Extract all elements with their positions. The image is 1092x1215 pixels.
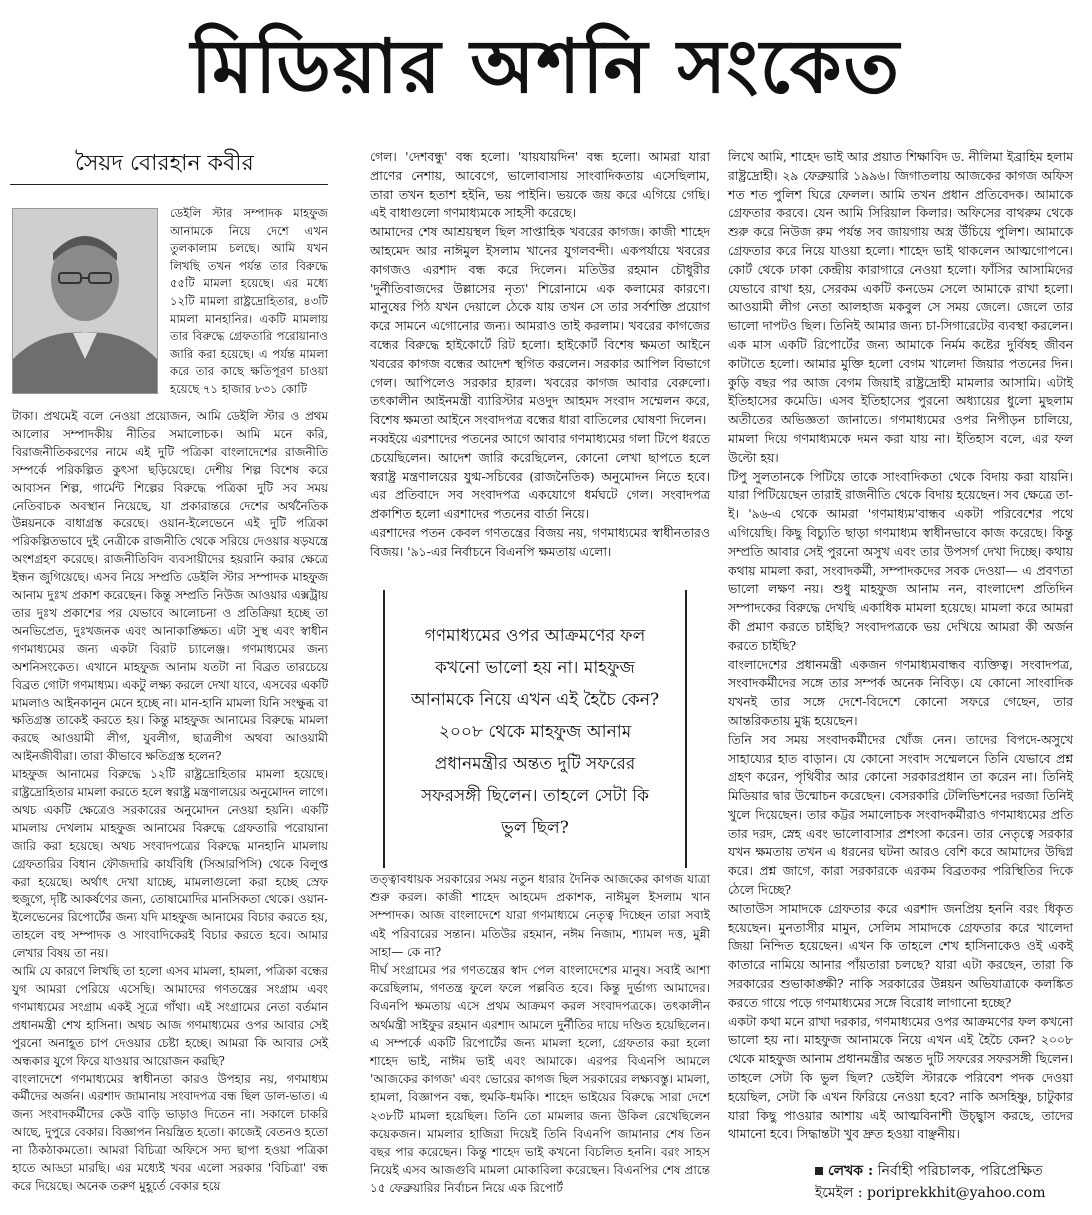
paragraph: একটা কথা মনে রাখা দরকার, গণমাধ্যমের ওপর আক্রমণের ফল কখনো ভালো হয় না। মাহফুজ আনামকে নিয়ে এখন এই হৈচৈ কেন? ২০০৮ থেকে মাহফুজ আনাম প্রধানমন্ত্রীর অন্তত দুটি সফরের সফরসঙ্গী ছিলেন। তাহলে সেটা কি ভুল ছিল? ডেইলি স্টারকে পরিবেশ পদক দেওয়া হয়েছিল, সেটা কি এখন ফিরিয়ে নেওয়া হবে? নাকি অসহিষ্ণু, চাটুকার যারা কিছু পাওয়ার আশায় এই আত্মবিনাশী উচ্ছ্বাস করছে, তাদের থামানো হবে। সিদ্ধান্তটা খুব দ্রুত হওয়া বাঞ্ছনীয়। (728, 1013, 1073, 1142)
email-line (815, 1182, 1075, 1204)
author-footer (815, 1160, 1075, 1204)
writer-line (815, 1160, 1075, 1182)
column-1 (12, 408, 328, 1196)
square-bullet-icon (815, 1167, 823, 1175)
paragraph: এরশাদের পতন কেবল গণতন্ত্রের বিজয় নয়, গণমাধ্যমের স্বাধীনতারও বিজয়। '৯১-এর নির্বাচনে বিএনপি ক্ষমতায় এলো। (370, 524, 710, 559)
pull-quote: গণমাধ্যমের ওপর আক্রমণের ফল কখনো ভালো হয় না। মাহফুজ আনামকে নিয়ে এখন এই হৈচৈ কেন? ২০০৮ থেকে মাহফুজ আনাম প্রধানমন্ত্রীর অন্তত দুটি সফরের সফরসঙ্গী ছিলেন। তাহলে সেটা কি ভুল ছিল? (410, 626, 660, 838)
paragraph: আতাউস সামাদকে গ্রেফতার করে এরশাদ জনপ্রিয় হননি বরং ধিকৃত হয়েছেন। মুনতাসীর মামুন, সেলিম সামাদকে গ্রেফতার করে খালেদা জিয়া নিন্দিত হয়েছেন। এখন কি তাহলে শেখ হাসিনাকেও ওই একই কাতারে নামিয়ে আনার পাঁয়তারা চলছে? যারা এটা করছেন, তারা কি সরকারের শুভাকাঙ্ক্ষী? নাকি সরকারের উন্নয়ন অভিযাত্রাকে কলঙ্কিত করতে গায়ে পড়ে গণমাধ্যমের সঙ্গে বিরোধ লাগানো হচ্ছে? (728, 900, 1073, 1010)
email-address: poriprekkhit@yahoo.com (867, 1185, 1046, 1201)
byline-divider (10, 184, 328, 185)
paragraph: টাকা। প্রথমেই বলে নেওয়া প্রয়োজন, আমি ডেইলি স্টার ও প্রথম আলোর সম্পাদকীয় নীতির সমালোচক। আমি মনে করি, বিরাজনীতিকরণের নামে এই দুটি পত্রিকা বাংলাদেশের রাজনীতি সম্পর্কে পরিকল্পিত কুৎসা ছড়িয়েছে। দেশীয় শিল্প বিশেষ করে আবাসন শিল্প, গার্মেন্ট শিল্পের বিরুদ্ধে পত্রিকা দুটি সব সময় নেতিবাচক অবস্থান নিয়েছে, যা প্রকারান্তরে দেশের অর্থনৈতিক উন্নয়নকে বাধাগ্রস্ত করেছে। ওয়ান-ইলেভেনে এই দুটি পত্রিকা পরিকল্পিতভাবে দুই নেত্রীকে রাজনীতি থেকে সরিয়ে দেওয়ার ষড়যন্ত্রে অংশগ্রহণ করেছে। রাজনীতিবিদ ব্যবসায়ীদের হয়রানি করার ক্ষেত্রে ইন্ধন জুগিয়েছে। এসব নিয়ে সম্প্রতি ডেইলি স্টার সম্পাদক মাহফুজ আনাম দুঃখ প্রকাশ করেছেন। কিন্তু সম্প্রতি নিউজ আওয়ার এক্সট্রায় তার দুঃখ প্রকাশের পর যেভাবে আলোচনা ও প্রতিক্রিয়া হচ্ছে তা অনভিপ্রেত, দুঃখজনক এবং আনাকাঙ্ক্ষিত। এটা সুস্থ এবং স্বাধীন গণমাধ্যমের জন্য একটা বিরাট চ্যালেঞ্জ। গণমাধ্যমের জন্য অশনিসংকেত। এখানে মাহফুজ আনাম যতটা না বিব্রত তারচেয়ে বিব্রত গোটা গণমাধ্যম। একটু লক্ষ্য করলে দেখা যাবে, এসবের একটি মামলাও আইনকানুন মেনে হচ্ছে না। মান-হানি মামলা যিনি সংক্ষুব্ধ বা ক্ষতিগ্রস্ত তাকেই করতে হয়। কিন্তু মাহফুজ আনামের বিরুদ্ধে মামলা করছে আওয়ামী লীগ, যুবলীগ, ছাত্রলীগ অথবা আওয়ামী আইনজীবীরা। তারা কীভাবে ক্ষতিগ্রস্ত হলেন? (12, 409, 328, 764)
column-3 (728, 148, 1073, 1144)
pull-quote-box (383, 590, 687, 868)
email-label: ইমেইল : (815, 1185, 863, 1201)
paragraph: দীর্ঘ সংগ্রামের পর গণতন্ত্রের স্বাদ পেল বাংলাদেশের মানুষ। সবাই আশা করেছিলাম, গণতন্ত্র ফুলে ফলে পল্লবিত হবে। কিন্তু দুর্ভাগ্য আমাদের। বিএনপি ক্ষমতায় এসে প্রথম আক্রমণ করল সংবাদপত্রকে। তৎকালীন অর্থমন্ত্রী সাইফুর রহমান এরশাদ আমলে দুর্নীতির দায়ে দণ্ডিত হয়েছিলেন। এ সম্পর্কে একটি রিপোর্টের জন্য মামলা হলো, গ্রেফতার করা হলো শাহেদ ভাই, নাঈম ভাই এবং আমাকে। এরপর বিএনপি আমলে 'আজকের কাগজ' এবং ভোরের কাগজ ছিল সরকারের লক্ষ্যবস্তু। মামলা, হামলা, বিজ্ঞাপন বন্ধ, হুমকি-ধমকি। শাহেদ ভাইয়ের বিরুদ্ধে সারা দেশে ২৩৮টি মামলা হয়েছিল। তিনি তো মামলার জন্য উকিল রেখেছিলেন কয়েকজন। মামলার হাজিরা দিয়েই তিনি বিএনপি জামানার শেষ তিন বছর পার করেছেন। কিন্তু শাহেদ ভাই কখনো বিচলিত হননি। বরং সাহস নিয়েই এসব আজগুবি মামলা মোকাবিলা করেছেন। বিএনপির শেষ প্রান্তে ১৫ ফেব্রুয়ারির নির্বাচন নিয়ে এক রিপোর্ট (370, 963, 710, 1196)
writer-role: নির্বাহী পরিচালক, পরিপ্রেক্ষিত (877, 1163, 1043, 1179)
writer-label: লেখক : (828, 1163, 874, 1179)
paragraph: ডেইলি স্টার সম্পাদক মাহফুজ আনামকে নিয়ে দেশে এখন তুলকালাম চলছে। আমি যখন লিখছি তখন পর্যন্ত তার বিরুদ্ধে ৫৫টি মামলা হয়েছে। এর মধ্যে ১২টি মামলা রাষ্ট্রদ্রোহিতার, ৪৩টি মামলা মানহানির। একটি মামলায় তার বিরুদ্ধে গ্রেফতারি পরোয়ানাও জারি করা হয়েছে। এ পর্যন্ত মামলা করে তার কাছে ক্ষতিপূরণ চাওয়া হয়েছে ৭১ হাজার ৮৩১ কোটি (170, 206, 328, 396)
paragraph: বাংলাদেশে গণমাধ্যমের স্বাধীনতা কারও উপহার নয়, গণমাধ্যম কর্মীদের অর্জন। এরশাদ জামানায় সংবাদপত্র বন্ধ ছিল ডাল-ভাত। এ জন্য সংবাদকর্মীদের কেউ বাড়ি ভাড়াও দিতেন না। সকালে চাকরি আছে, দুপুরে বেকার। বিজ্ঞাপন নিয়ন্ত্রিত হতো। কাজেই বেতনও হতো না ঠিকঠাকমতো। আমরা বিচিত্রা অফিসে সদ্য ছাপা হওয়া পত্রিকা হাতে আড্ডা মারছি। এর মধ্যেই খবর এলো সরকার 'বিচিত্রা' বন্ধ করে দিয়েছে। অনেক তরুণ মুহূর্তে বেকার হয়ে (12, 1071, 328, 1193)
paragraph: তিনি সব সময় সংবাদকর্মীদের খোঁজ নেন। তাদের বিপদে-অসুখে সাহায্যের হাত বাড়ান। যে কোনো সংবাদ সম্মেলনে তিনি যেভাবে প্রশ্ন গ্রহণ করেন, পৃথিবীর আর কোনো সরকারপ্রধান তা করেন না। তিনিই মিডিয়ার দ্বার উন্মোচন করেছেন। বেসরকারি টেলিভিশনের দরজা তিনিই খুলে দিয়েছেন। তার কট্টর সমালোচক সংবাদকর্মীরাও গণমাধ্যমের প্রতি তার দরদ, স্নেহ এবং ভালোবাসার প্রশংসা করেন। তার নেতৃত্বে সরকার যখন ক্ষমতায় তখন এ ধরনের ঘটনা আরও বেশি করে আমাদের উদ্বিগ্ন করে। প্রশ্ন জাগে, কারা সরকারকে এরকম বিব্রতকর পরিস্থিতির দিকে ঠেলে দিচ্ছে? (728, 731, 1073, 898)
article-headline: মিডিয়ার অশনি সংকেত (190, 24, 902, 110)
paragraph: আমি যে কারণে লিখছি তা হলো এসব মামলা, হামলা, পত্রিকা বন্ধের যুগ আমরা পেরিয়ে এসেছি। আমাদের গণতন্ত্রের সংগ্রাম এবং গণমাধ্যমের সংগ্রাম একই সূত্রে গাঁথা। এই সংগ্রামের নেতা বর্তমান প্রধানমন্ত্রী শেখ হাসিনা। অথচ আজ গণমাধ্যমের ওপর আবার সেই পুরনো অনাহূত চাপ দেওয়ার চেষ্টা হচ্ছে। আমরা কি আবার সেই অন্ধকার যুগে ফিরে যাওয়ার আয়োজন করছি? (12, 964, 328, 1068)
column-2-top (370, 148, 710, 562)
paragraph: লিখে আমি, শাহেদ ভাই আর প্রয়াত শিক্ষাবিদ ড. নীলিমা ইব্রাহিম হলাম রাষ্ট্রদ্রোহী। ২৯ ফেব্রুয়ারি ১৯৯৬। জিগাতলায় আজকের কাগজ অফিস শত শত পুলিশ ঘিরে ফেলল। আমি তখন প্রধান প্রতিবেদক। আমাকে গ্রেফতার করবে। যেন আমি সিরিয়াল কিলার। অফিসের বাথরুম থেকে শুরু করে নিউজ রুম পর্যন্ত সব জায়গায় অস্ত্র উঁচিয়ে পুলিশ। আমাকে গ্রেফতার করে নিয়ে যাওয়া হলো। শাহেদ ভাই থাকলেন আত্মগোপনে। কোর্ট থেকে ঢাকা কেন্দ্রীয় কারাগারে নেওয়া হলো। ফাঁসির আসামিদের যেভাবে রাখা হয়, সেরকম একটি কনডেম সেলে আমাকে রাখা হলো। আওয়ামী লীগ নেতা আলহাজ মকবুল সে সময় জেলে। জেলে তার ভালো দাপটও ছিল। তিনিই আমার জন্য চা-সিগারেটের ব্যবস্থা করলেন। এক মাস একটি রিপোর্টের জন্য আমাকে নির্মম কষ্টের দুর্বিষহ জীবন কাটাতে হলো। আমার মুক্তি হলো বেগম খালেদা জিয়ার পতনের দিন। কুড়ি বছর পর আজ বেগম জিয়াই রাষ্ট্রদ্রোহী মামলার আসামি। এটাই ইতিহাসের কমেডি। এসব ইতিহাসের পুরনো অধ্যায়ের ধুলো মুছলাম অতীতের অভিজ্ঞতা জানাতে। গণমাধ্যমের ওপর নিপীড়ন চালিয়ে, মামলা দিয়ে গণমাধ্যমকে দমন করা যায় না। ইতিহাস বলে, এর ফল উল্টো হয়। (728, 149, 1073, 465)
author-byline: সৈয়দ বোরহান কবীর (75, 151, 254, 176)
column-2-bottom (370, 870, 710, 1198)
paragraph: আমাদের শেষ আশ্রয়স্থল ছিল সাপ্তাহিক খবরের কাগজ। কাজী শাহেদ আহমেদ আর নাঈমুল ইসলাম খানের যুগলবন্দী। একপর্যায়ে খবরের কাগজও এরশাদ বন্ধ করে দিলেন। মতিউর রহমান চৌধুরীর 'দুর্নীতিবাজদের উল্লাসের নৃত্য' শিরোনামে এক কলামের কারণে। মানুষের পিঠ যখন দেয়ালে ঠেকে যায় তখন সে তার সর্বশক্তি প্রয়োগ করে সামনে এগোনোর জন্য। আমরাও তাই করলাম। খবরের কাগজের বন্ধের বিরুদ্ধে হাইকোর্টে রিট হলো। হাইকোর্ট বিশেষ ক্ষমতা আইনে খবরের কাগজ বন্ধের আদেশ স্থগিত করলেন। সরকার আপিল বিভাগে গেল। আপিলেও সরকার হারল। খবরের কাগজ আবার বেরুলো। তৎকালীন আইনমন্ত্রী ব্যারিস্টার মওদুদ আহমদ সংবাদ সম্মেলন করে, বিশেষ ক্ষমতা আইনে সংবাদপত্র বন্ধের ধারা বাতিলের ঘোষণা দিলেন। (370, 224, 710, 428)
paragraph: নব্বইয়ে এরশাদের পতনের আগে আবার গণমাধ্যমের গলা টিপে ধরতে চেয়েছিলেন। আদেশ জারি করেছিলেন, কোনো লেখা ছাপতে হলে স্বরাষ্ট্র মন্ত্রণালয়ের যুগ্ম-সচিবের (রাজনৈতিক) অনুমোদন নিতে হবে। এর প্রতিবাদে সব সংবাদপত্র একযোগে ধর্মঘটে গেল। সংবাদপত্র প্রকাশিত হলো এরশাদের পতনের বার্তা নিয়ে। (370, 430, 710, 522)
author-portrait-icon (12, 208, 158, 394)
paragraph: তত্ত্বাবধায়ক সরকারের সময় নতুন ধারার দৈনিক আজকের কাগজ যাত্রা শুরু করল। কাজী শাহেদ আহমেদ প্রকাশক, নাঈমুল ইসলাম খান সম্পাদক। আজ বাংলাদেশে যারা গণমাধ্যমে নেতৃত্ব দিচ্ছেন তারা সবাই এই পরিবারের সন্তান। মতিউর রহমান, নঈম নিজাম, শ্যামল দত্ত, মুন্নী সাহা— কে না? (370, 872, 710, 959)
paragraph: বাংলাদেশের প্রধানমন্ত্রী একজন গণমাধ্যমবান্ধব ব্যক্তিত্ব। সংবাদপত্র, সংবাদকর্মীদের সঙ্গে তার সম্পর্ক অনেক নিবিড়। যে কোনো সাংবাদিক যখনই তার সঙ্গে দেশে-বিদেশে কোনো সফরে গেছেন, তার আন্তরিকতায় মুগ্ধ হয়েছেন। (728, 656, 1073, 728)
paragraph: মাহফুজ আনামের বিরুদ্ধে ১২টি রাষ্ট্রদ্রোহিতার মামলা হয়েছে। রাষ্ট্রদ্রোহিতার মামলা করতে হলে স্বরাষ্ট্র মন্ত্রণালয়ের অনুমোদন লাগে। অথচ একটি ক্ষেত্রেও সরকারের অনুমোদন নেওয়া হয়নি। একটি মামলায় দেখলাম মাহফুজ আনামের বিরুদ্ধে গ্রেফতারি পরোয়ানা জারি করা হয়েছে। অথচ সংবাদপত্রের বিরুদ্ধে মানহানি মামলায় গ্রেফতারির বিধান ফৌজদারি কার্যবিধি (সিআরপিসি) থেকে বিলুপ্ত করা হয়েছে। অর্থাৎ দেখা যাচ্ছে, মামলাগুলো করা হচ্ছে স্রেফ হুজুগে, দৃষ্টি আকর্ষণের জন্য, তোষামোদির মানসিকতা থেকে। ওয়ান-ইলেভেনের রিপোর্টের জন্য যদি মাহফুজ আনামের বিচার করতে হয়, তাহলে বহু সম্পাদক ও সাংবাদিকেরই বিচার করতে হবে। আমার লেখার বিষয় তা নয়। (12, 767, 328, 961)
paragraph: গেল। 'দেশবন্ধু' বন্ধ হলো। 'যায়যায়দিন' বন্ধ হলো। আমরা যারা প্রাণের নেশায়, আবেগে, ভালোবাসায় সাংবাদিকতায় এসেছিলাম, তারা তখন হতাশ হইনি, ভয় পাইনি। ভয়কে জয় করে এগিয়ে গেছি। এই বাধাগুলো গণমাধ্যমকে সাহসী করেছে। (370, 149, 710, 221)
paragraph: টিপু সুলতানকে পিটিয়ে তাকে সাংবাদিকতা থেকে বিদায় করা যায়নি। যারা পিটিয়েছেন তারাই রাজনীতি থেকে বিদায় হয়েছেন। সব ক্ষেত্রে তা-ই। '৯৬-এ থেকে আমরা 'গণমাধ্যম'বান্ধব একটা পরিবেশের পথে এগিয়েছি। কিছু বিচ্যুতি ছাড়া গণমাধ্যম স্বাধীনভাবে কাজ করেছে। কিন্তু সম্প্রতি আবার সেই পুরনো অসুখ এবং তার উপসর্গ দেখা দিচ্ছে। কথায় কথায় মামলা করা, সংবাদকর্মী, সম্পাদকদের সবক দেওয়া— এ প্রবণতা ভালো লক্ষণ নয়। শুধু মাহফুজ আনাম নন, বাংলাদেশ প্রতিদিন সম্পাদকের বিরুদ্ধে দেখছি একাধিক মামলা হয়েছে। মামলা করে আমরা কী প্রমাণ করতে চাইছি? সংবাদপত্রকে ভয় দেখিয়ে আমরা কী অর্জন করতে চাইছি? (728, 468, 1073, 653)
column-1-top (170, 205, 328, 399)
